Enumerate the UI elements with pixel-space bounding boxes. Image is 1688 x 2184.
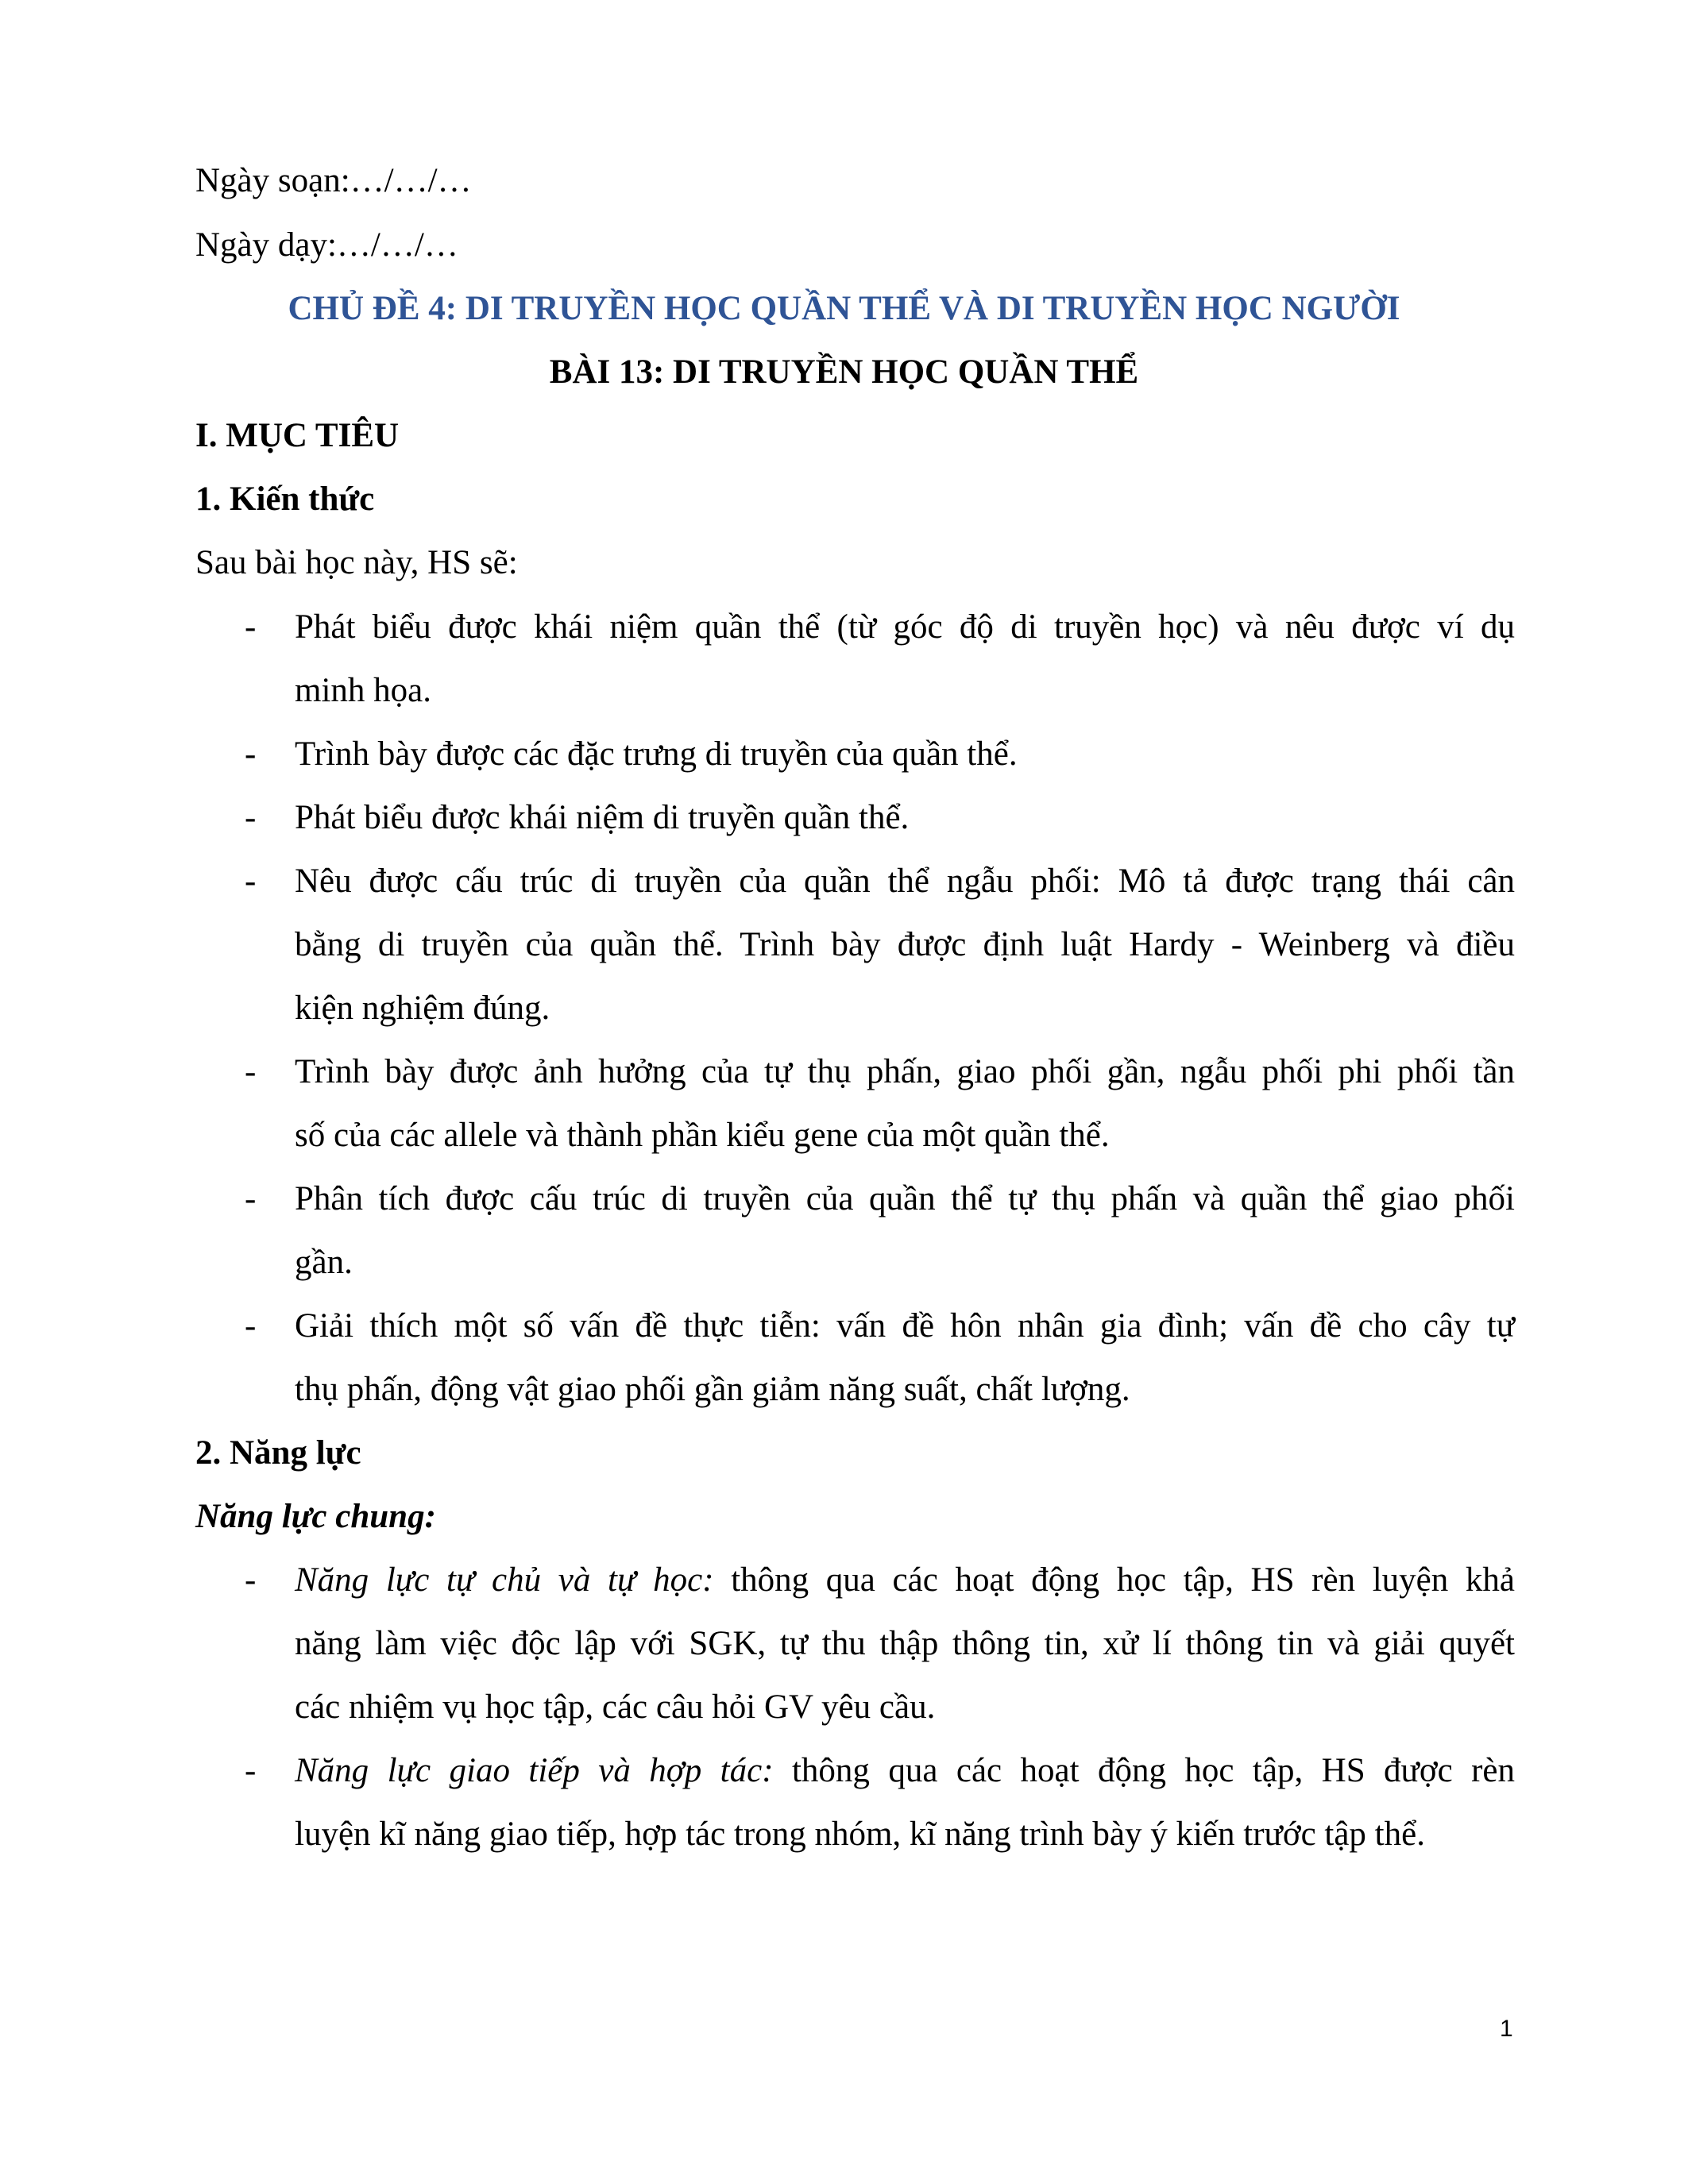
competency-1-label: Năng lực tự chủ và tự học: [295, 1561, 714, 1599]
teach-date: Ngày dạy:…/…/… [195, 226, 458, 264]
bullet-dash: - [245, 862, 257, 900]
bullet-dash: - [245, 1752, 257, 1789]
competency-1-line-1 [295, 1558, 1515, 1603]
knowledge-item-3-line-1: Phát biểu được khái niệm di truyền quần thể. [295, 799, 910, 836]
knowledge-item-2-line-1: Trình bày được các đặc trưng di truyền của quần thể. [295, 735, 1018, 773]
section-heading-objectives: I. MỤC TIÊU [195, 417, 400, 454]
competency-1-line-2: năng làm việc độc lập với SGK, tự thu thập thông tin, xử lí thông tin và giải quyết [295, 1625, 1515, 1662]
subheading-knowledge: 1. Kiến thức [195, 480, 375, 518]
bullet-dash: - [245, 799, 257, 836]
competency-2-line-2: luyện kĩ năng giao tiếp, hợp tác trong nhóm, kĩ năng trình bày ý kiến trước tập thể. [295, 1815, 1425, 1853]
page-number: 1 [1500, 2016, 1513, 2042]
knowledge-item-7-line-1: Giải thích một số vấn đề thực tiễn: vấn đề hôn nhân gia đình; vấn đề cho cây tự [295, 1307, 1515, 1345]
lesson-title: BÀI 13: DI TRUYỀN HỌC QUẦN THỂ [549, 353, 1139, 391]
topic-title: CHỦ ĐỀ 4: DI TRUYỀN HỌC QUẦN THỂ VÀ DI TRUYỀN HỌC NGƯỜI [288, 290, 1400, 327]
subheading-competencies: 2. Năng lực [195, 1434, 361, 1472]
knowledge-item-4-line-1: Nêu được cấu trúc di truyền của quần thể ngẫu phối: Mô tả được trạng thái cân [295, 862, 1515, 900]
knowledge-intro: Sau bài học này, HS sẽ: [195, 544, 518, 581]
knowledge-item-6-line-1: Phân tích được cấu trúc di truyền của quần thể tự thụ phấn và quần thể giao phối [295, 1180, 1515, 1217]
bullet-dash: - [245, 608, 257, 646]
knowledge-item-4-line-3: kiện nghiệm đúng. [295, 990, 550, 1027]
prep-date: Ngày soạn:…/…/… [195, 162, 472, 199]
bullet-dash: - [245, 1053, 257, 1090]
competency-2-text: thông qua các hoạt động học tập, HS được rèn [773, 1752, 1515, 1789]
competency-2-line-1 [295, 1749, 1515, 1793]
knowledge-item-1-line-1: Phát biểu được khái niệm quần thể (từ góc độ di truyền học) và nêu được ví dụ [295, 608, 1515, 646]
competency-2-label: Năng lực giao tiếp và hợp tác: [295, 1752, 774, 1789]
knowledge-item-4-line-2: bằng di truyền của quần thể. Trình bày được định luật Hardy - Weinberg và điều [295, 926, 1515, 963]
bullet-dash: - [245, 735, 257, 773]
bullet-dash: - [245, 1307, 257, 1345]
competency-1-text: thông qua các hoạt động học tập, HS rèn luyện khả [713, 1561, 1515, 1599]
knowledge-item-5-line-1: Trình bày được ảnh hưởng của tự thụ phấn, giao phối gần, ngẫu phối phi phối tần [295, 1053, 1515, 1090]
knowledge-item-7-line-2: thụ phấn, động vật giao phối gần giảm năng suất, chất lượng. [295, 1371, 1130, 1408]
bullet-dash: - [245, 1180, 257, 1217]
bullet-dash: - [245, 1561, 257, 1599]
knowledge-item-6-line-2: gần. [295, 1244, 353, 1281]
competency-1-line-3: các nhiệm vụ học tập, các câu hỏi GV yêu cầu. [295, 1688, 936, 1726]
general-competencies-heading: Năng lực chung: [195, 1498, 436, 1535]
knowledge-item-5-line-2: số của các allele và thành phần kiểu gene của một quần thể. [295, 1117, 1110, 1154]
knowledge-item-1-line-2: minh họa. [295, 672, 431, 709]
